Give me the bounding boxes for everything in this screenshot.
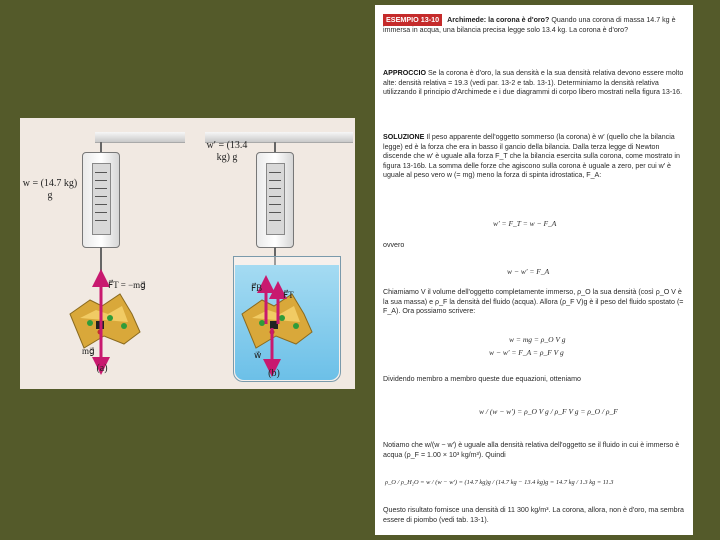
example-header (383, 14, 686, 35)
gravity-label: mg⃗ (82, 346, 95, 356)
equation-3b: w − w′ = F_A = ρ_F V g (489, 348, 564, 357)
weight-arrow-label-b: w⃗ (254, 350, 262, 360)
weight-label-b: w′ = (13.4 kg) g (206, 140, 248, 163)
approach-label: APPROCCIO (383, 69, 426, 77)
paragraph-5: Notiamo che w/(w − w′) è uguale alla densità relativa dell'oggetto se il fluido in cui è immerso è acqua (ρ_F = 1.00 × 10³ kg/m³). Quindi (383, 441, 680, 459)
tension-label-a: F⃗T = −mg⃗ (108, 280, 146, 290)
solution-paragraph (383, 133, 686, 181)
tension-label-b: F⃗T (283, 290, 294, 300)
equation-5: ρ_O / ρ_H₂O = w / (w − w′) = (14.7 kg)g / (14.7 kg − 13.4 kg)g = 14.7 kg / 1.3 kg = 11.3 (385, 479, 614, 486)
approach-text: Se la corona è d'oro, la sua densità e la sua densità relativa devono essere molto alte: densità relativa = 19.3 (vedi par. 13-2 e tab. 13-1). Determiniamo la densità relativa utilizzando il principio d'Archimede e i due diagrammi di corpo libero mostrati nella figura 13-16. (383, 69, 684, 97)
caption-a: (a) (96, 363, 108, 374)
buoyancy-label: F⃗B (251, 283, 263, 293)
example-intro: Quando una corona di massa 14.7 kg è immersa in acqua, una bilancia precisa legge solo 13.4 kg. La corona è d'oro? (383, 16, 676, 34)
paragraph-4: Dividendo membro a membro queste due equazioni, otteniamo (383, 375, 581, 383)
ovvero-text: ovvero (383, 241, 405, 249)
textbook-page (375, 5, 693, 535)
force-diagram (20, 118, 355, 389)
caption-b: (b) (268, 368, 280, 379)
solution-label: SOLUZIONE (383, 133, 425, 141)
equation-3a: w = mg = ρ_O V g (509, 335, 566, 344)
example-title: Archimede: la corona è d'oro? (447, 16, 550, 24)
paragraph-3: Chiamiamo V il volume dell'oggetto completamente immerso, ρ_O la sua densità (così ρ_O V è la sua massa) e ρ_F la densità del fluido (acqua). Allora (ρ_F V)g è il peso del fluido spostato (= F_A). Ora possiamo scrivere: (383, 288, 684, 316)
crown-a (70, 294, 140, 348)
paragraph-6: Questo risultato fornisce una densità di 11 300 kg/m³. La corona, allora, non è d'oro, ma sembra essere di piombo (vedi tab. 13-1). (383, 506, 684, 524)
equation-2: w − w′ = F_A (507, 267, 550, 276)
approach-paragraph (383, 69, 686, 98)
equation-4: w / (w − w′) = ρ_O V g / ρ_F V g = ρ_O / ρ_F (479, 407, 618, 416)
equation-1: w′ = F_T = w − F_A (493, 219, 557, 228)
archimedes-crown-figure (20, 118, 355, 389)
example-badge: ESEMPIO 13-10 (383, 14, 442, 26)
weight-label-a: w = (14.7 kg) g (22, 178, 78, 201)
solution-text: Il peso apparente dell'oggetto sommerso (la corona) è w′ (quello che la bilancia legge) ed è la forza che era in basso il gancio della bilancia. Dalla terza legge di Newton discende che w′ è uguale alla forza F_T che la bilancia esercita sulla corona, come mostrato in figura 13-16b. La somma delle forze che agiscono sulla corona è uguale a zero, per cui w′ è uguale al peso vero w (= mg) meno la forza di spinta idrostatica, F_A: (383, 133, 680, 180)
